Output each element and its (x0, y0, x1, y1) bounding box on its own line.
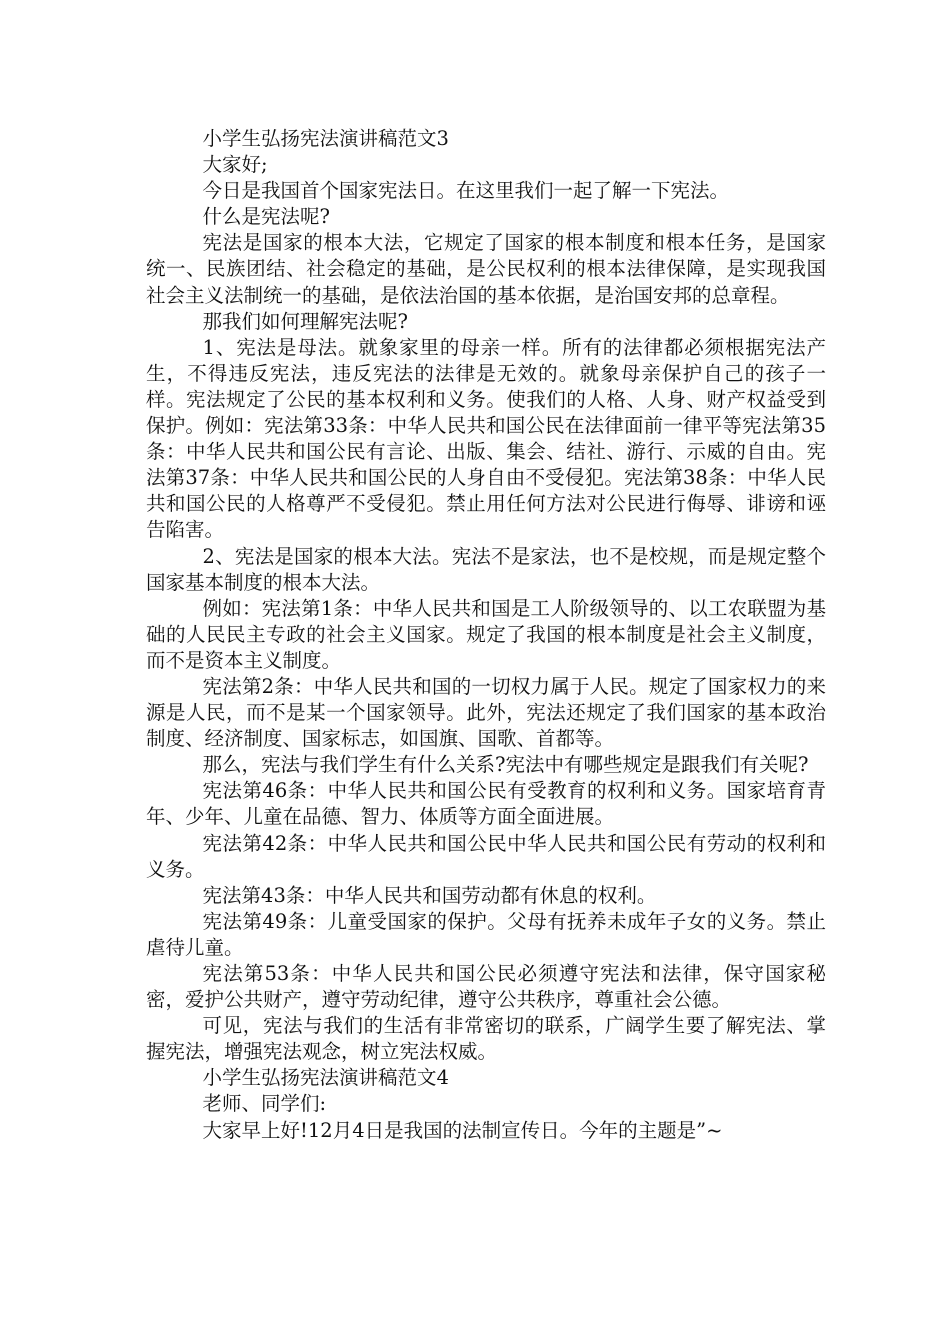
paragraph: 宪法第43条：中华人民共和国劳动都有休息的权利。 (202, 883, 657, 907)
paragraph: 宪法是国家的根本大法，它规定了国家的根本制度和根本任务，是国家统一、民族团结、社会稳定的基础，是公民权利的根本法律保障，是实现我国社会主义法制统一的基础，是依法治国的基本依据，是治国安邦的总章程。 (146, 231, 826, 307)
paragraph: 那么，宪法与我们学生有什么关系?宪法中有哪些规定是跟我们有关呢? (202, 753, 809, 777)
paragraph: 宪法第49条：儿童受国家的保护。父母有抚养未成年子女的义务。禁止虐待儿童。 (146, 909, 826, 959)
paragraph: 宪法第53条：中华人民共和国公民必须遵守宪法和法律，保守国家秘密，爱护公共财产，遵守劳动纪律，遵守公共秩序，尊重社会公德。 (146, 962, 826, 1012)
section-title-4: 小学生弘扬宪法演讲稿范文4 (202, 1066, 449, 1090)
paragraph: 什么是宪法呢? (202, 205, 331, 229)
paragraph: 今日是我国首个国家宪法日。在这里我们一起了解一下宪法。 (202, 179, 730, 203)
paragraph: 例如：宪法第1条：中华人民共和国是工人阶级领导的、以工农联盟为基础的人民民主专政的社会主义国家。规定了我国的根本制度是社会主义制度，而不是资本主义制度。 (146, 596, 826, 672)
paragraph: 宪法第46条：中华人民共和国公民有受教育的权利和义务。国家培育青年、少年、儿童在品德、智力、体质等方面全面进展。 (146, 779, 826, 829)
document-body (146, 126, 826, 1144)
paragraph: 1、宪法是母法。就象家里的母亲一样。所有的法律都必须根据宪法产生，不得违反宪法，违反宪法的法律是无效的。就象母亲保护自己的孩子一样。宪法规定了公民的基本权利和义务。使我们的人格、人身、财产权益受到保护。例如：宪法第33条：中华人民共和国公民在法律面前一律平等宪法第35条：中华人民共和国公民有言论、出版、集会、结社、游行、示威的自由。宪法第37条：中华人民共和国公民的人身自由不受侵犯。宪法第38条：中华人民共和国公民的人格尊严不受侵犯。禁止用任何方法对公民进行侮辱、诽谤和诬告陷害。 (146, 335, 826, 542)
paragraph: 大家早上好!12月4日是我国的法制宣传日。今年的主题是”~ (202, 1118, 723, 1142)
paragraph: 可见，宪法与我们的生活有非常密切的联系，广阔学生要了解宪法、掌握宪法，增强宪法观念，树立宪法权威。 (146, 1014, 826, 1064)
paragraph: 2、宪法是国家的根本大法。宪法不是家法，也不是校规，而是规定整个国家基本制度的根本大法。 (146, 544, 826, 594)
section-title-3: 小学生弘扬宪法演讲稿范文3 (202, 127, 449, 150)
paragraph: 那我们如何理解宪法呢? (202, 309, 409, 333)
paragraph: 宪法第42条：中华人民共和国公民中华人民共和国公民有劳动的权利和义务。 (146, 831, 826, 881)
greeting: 老师、同学们: (202, 1092, 327, 1116)
greeting: 大家好; (202, 153, 268, 177)
paragraph: 宪法第2条：中华人民共和国的一切权力属于人民。规定了国家权力的来源是人民，而不是某一个国家领导。此外，宪法还规定了我们国家的基本政治制度、经济制度、国家标志，如国旗、国歌、首都等。 (146, 674, 826, 751)
